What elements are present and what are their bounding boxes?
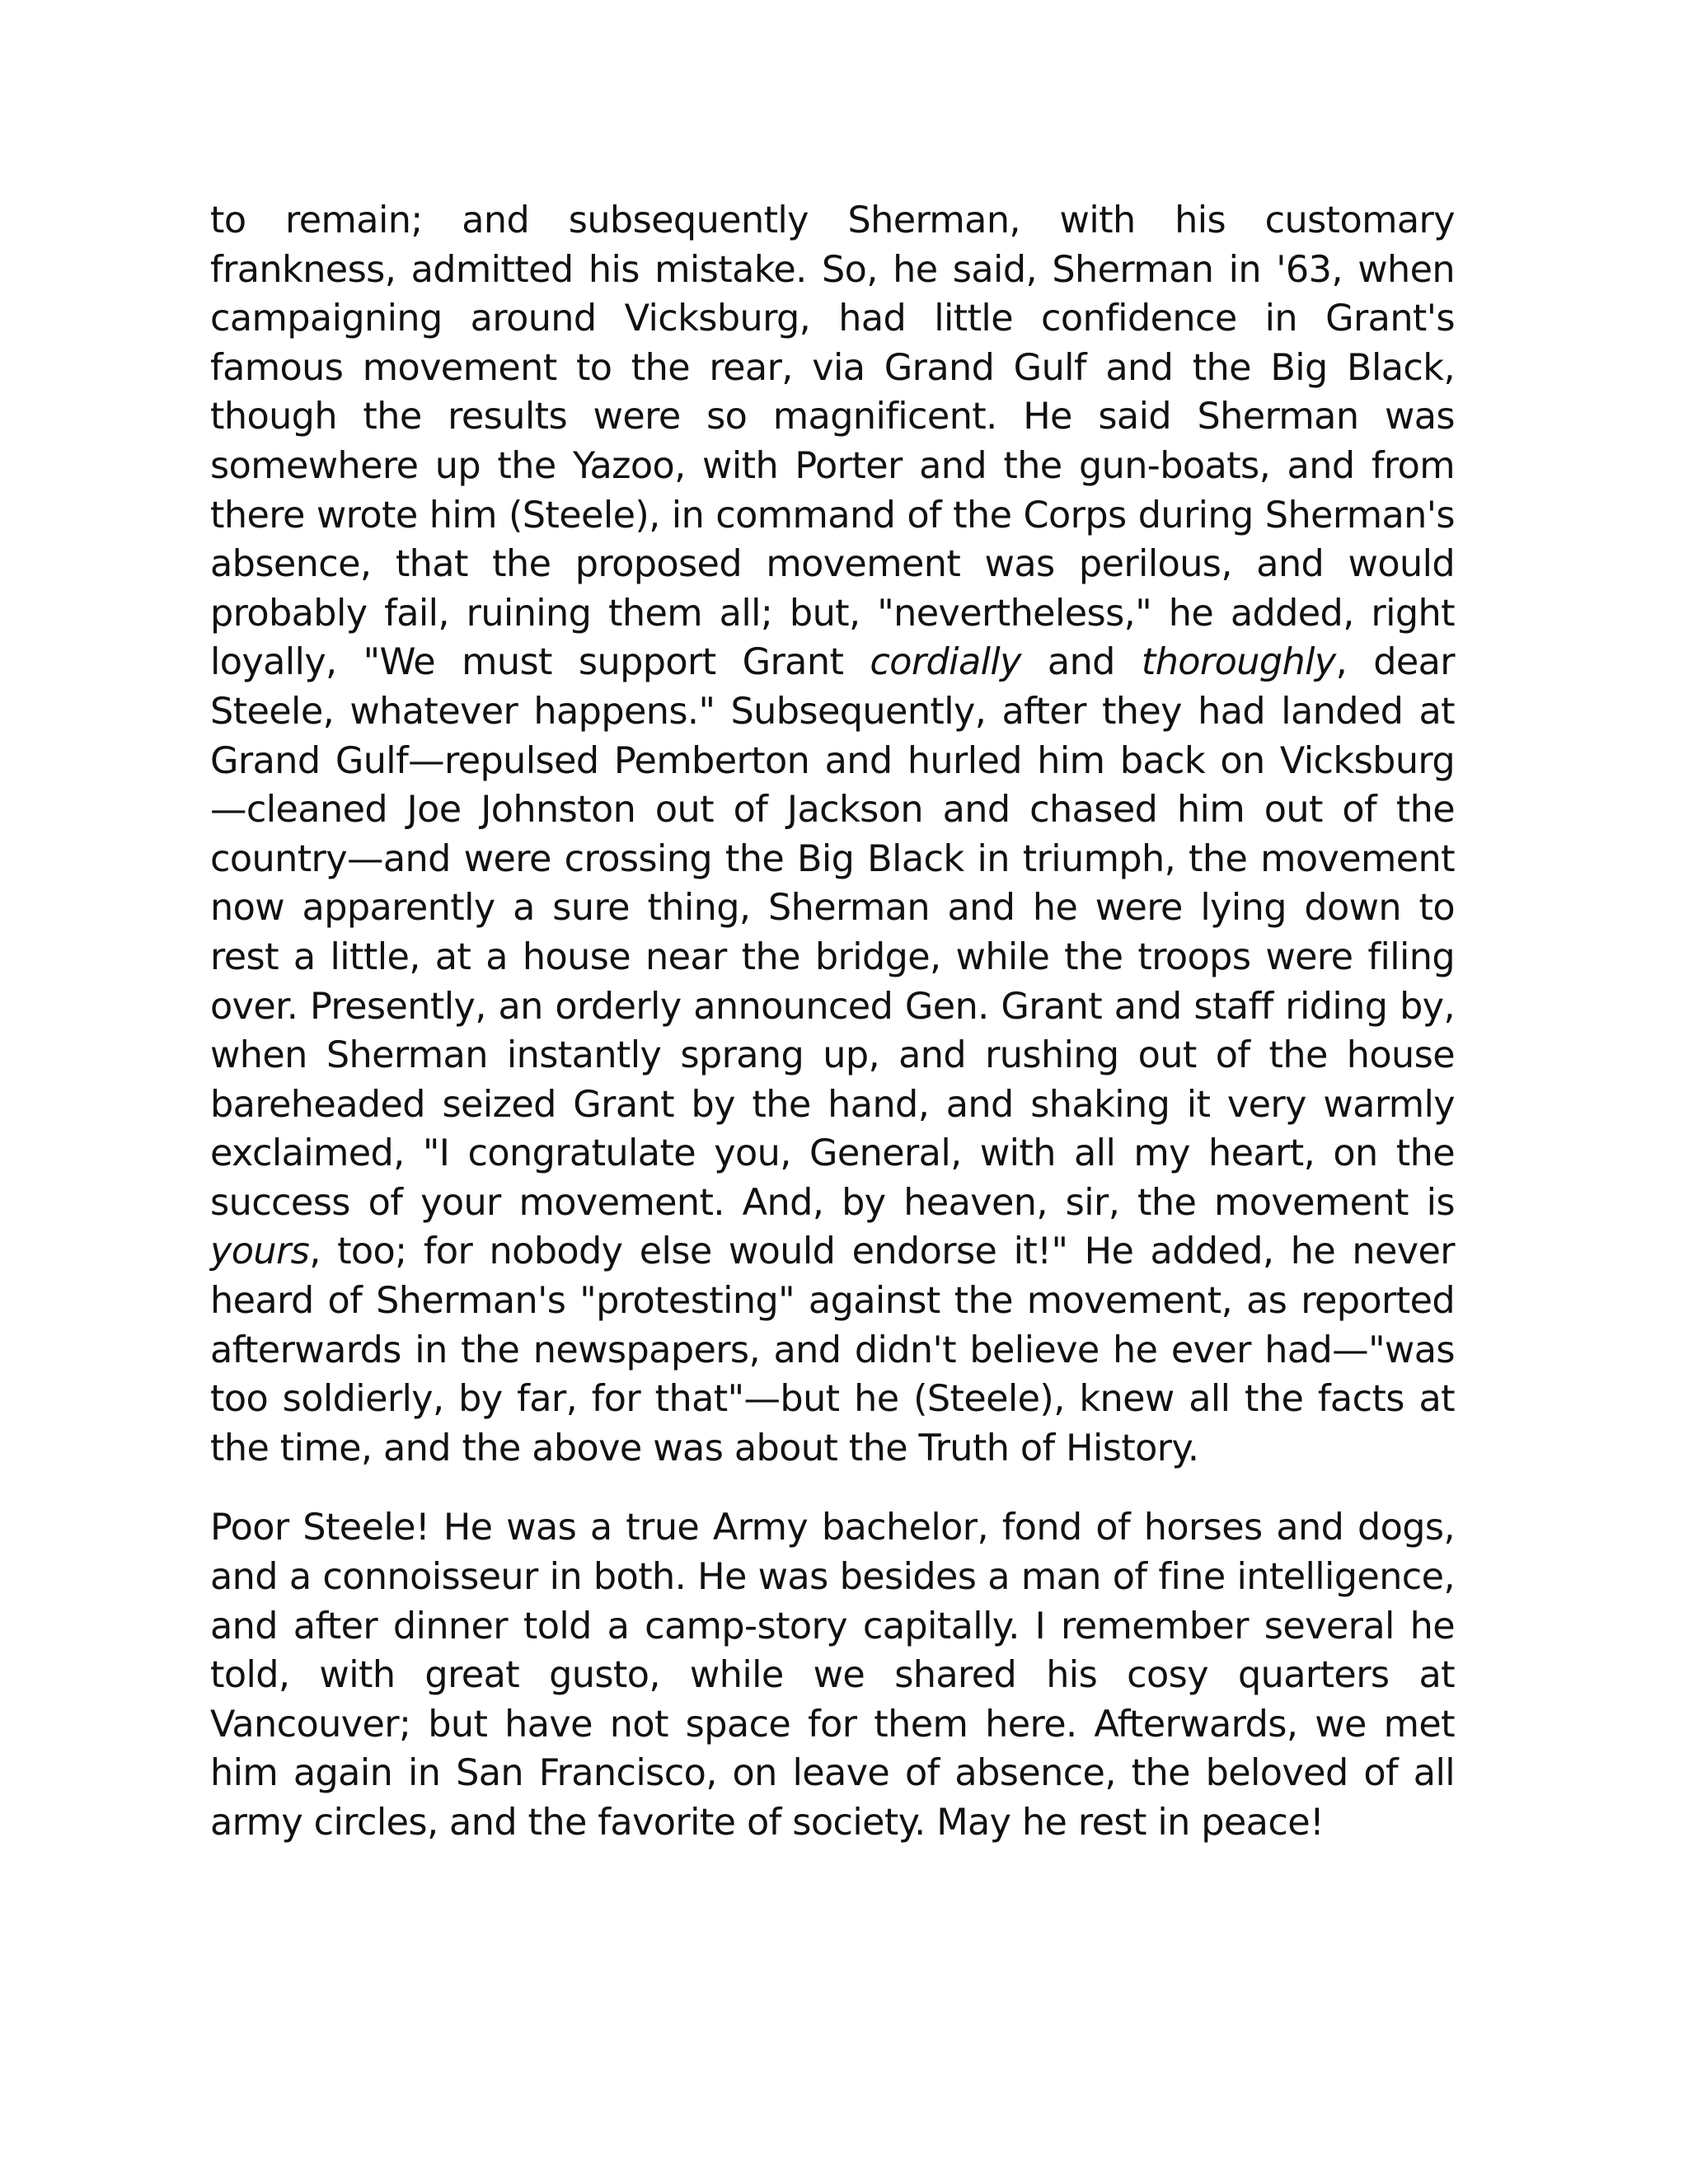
document-body [210,196,1455,1848]
emphasis-text: thoroughly [1141,641,1336,684]
paragraph-steele-sherman-grant [210,196,1455,1473]
paragraph-text: to remain; and subsequently Sherman, with his customary frankness, admitted his mistake. So, he said, Sherman in '63, when campaigning around Vicksburg, had little confidence in Grant's famous movement to the rear, via Grand Gulf and the Big Black, though the results were so magnificent. He said Sherman was somewhere up the Yazoo, with Porter and the gun-boats, and from there wrote him (Steele), in command of the Corps during Sherman's absence, that the proposed movement was perilous, and would probably fail, ruining them all; but, "nevertheless," he added, right loyally, "We must support Grant [210,199,1455,684]
emphasis-text: cordially [870,641,1021,684]
paragraph-text: and [1020,641,1142,684]
paragraph-text: Poor Steele! He was a true Army bachelor, fond of horses and dogs, and a connoisseur in both. He was besides a man of fine intelligence, and after dinner told a camp-story capitally. I remember several he told, with great gusto, while we shared his cosy quarters at Vancouver; but have not space for them here. Afterwards, we met him again in San Francisco, on leave of absence, the beloved of all army circles, and the favorite of society. May he rest in peace! [210,1507,1455,1844]
paragraph-text: , dear Steele, whatever happens." Subsequently, after they had landed at Grand Gulf—repulsed Pemberton and hurled him back on Vicksburg —cleaned Joe Johnston out of Jackson and chased him out of the country—and were crossing the Big Black in triumph, the movement now apparently a sure thing, Sherman and he were lying down to rest a little, at a house near the bridge, while the troops were filing over. Presently, an orderly announced Gen. Grant and staff riding by, when Sherman instantly sprang up, and rushing out of the house bareheaded seized Grant by the hand, and shaking it very warmly exclaimed, "I congratulate you, General, with all my heart, on the success of your movement. And, by heaven, sir, the movement is [210,641,1455,1224]
paragraph-text: , too; for nobody else would endorse it!" He added, he never heard of Sherman's "protesting" against the movement, as reported afterwards in the newspapers, and didn't believe he ever had—"was too soldierly, by far, for that"—but he (Steele), knew all the facts at the time, and the above was about the Truth of History. [210,1230,1455,1469]
emphasis-text: yours [210,1230,310,1273]
paragraph-poor-steele [210,1503,1455,1847]
